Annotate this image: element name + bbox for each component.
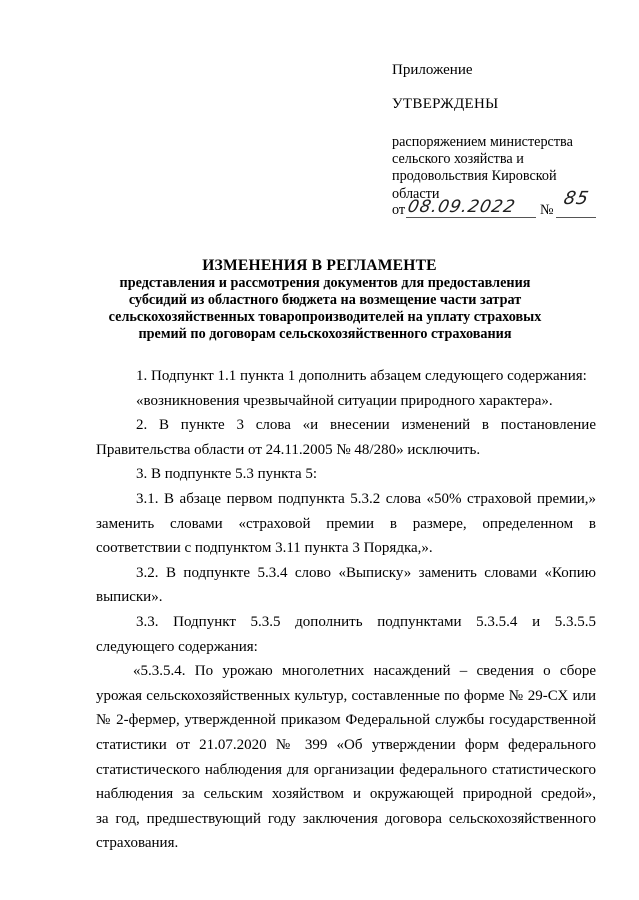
subtitle-line: сельскохозяйственных товаропроизводителей на уплату страховых	[108, 309, 542, 326]
document-body	[96, 364, 596, 856]
paragraph	[136, 364, 596, 389]
paragraph-line: урожая сельскохозяйственных культур, составленные по форме № 29-СХ или	[96, 687, 596, 704]
subtitle-line: субсидий из областного бюджета на возмещение части затрат	[128, 292, 522, 309]
paragraph-line: заменить словами «страховой премии в размере, определенном в	[96, 515, 596, 532]
paragraph	[96, 561, 596, 610]
paragraph-line: страхования.	[96, 835, 179, 852]
paragraph-line: «возникновения чрезвычайной ситуации природного характера».	[136, 392, 553, 409]
handwritten-number: 85	[561, 188, 592, 209]
paragraph	[96, 659, 596, 856]
paragraph	[96, 413, 596, 462]
date-underline	[406, 217, 536, 218]
paragraph-line: 3.2. В подпункте 5.3.4 слово «Выписку» заменить словами «Копию	[136, 564, 596, 581]
paragraph	[96, 610, 596, 659]
subtitle-line: представления и рассмотрения документов для предоставления	[119, 275, 531, 291]
paragraph-line: выписки».	[96, 589, 163, 606]
approved-by-line: области	[392, 185, 440, 202]
appendix-label: Приложение	[392, 62, 473, 78]
paragraph-line: наблюдения за сельским хозяйством и окружающей природной средой»,	[96, 786, 596, 803]
paragraph-line: 1. Подпункт 1.1 пункта 1 дополнить абзацем следующего содержания:	[136, 368, 587, 384]
paragraph-line: за год, предшествующий году заключения договора сельскохозяйственного	[96, 810, 596, 827]
paragraph-line: 2. В пункте 3 слова «и внесении изменений в постановление	[136, 417, 596, 434]
number-prefix: №	[540, 202, 554, 218]
paragraph-line: соответствии с подпунктом 3.11 пункта 3 Порядка,».	[96, 540, 433, 557]
paragraph-line: 3. В подпункте 5.3 пункта 5:	[136, 466, 318, 483]
paragraph	[136, 389, 596, 414]
paragraph-line: статистики от 21.07.2020 № 399 «Об утверждении форм федерального	[96, 736, 596, 753]
document-subtitle	[80, 275, 570, 343]
handwritten-date: 08.09.2022	[405, 197, 518, 217]
document-title: ИЗМЕНЕНИЯ В РЕГЛАМЕНТЕ	[202, 257, 437, 274]
paragraph-line: Правительства области от 24.11.2005 № 48/280» исключить.	[96, 441, 481, 458]
paragraph-line: № 2-фермер, утвержденной приказом Федеральной службы государственной	[96, 712, 596, 729]
approved-by-line: продовольствия Кировской	[392, 168, 557, 185]
paragraph	[96, 487, 596, 561]
paragraph-line: следующего содержания:	[96, 638, 258, 655]
paragraph-line: 3.3. Подпункт 5.3.5 дополнить подпунктами 5.3.5.4 и 5.3.5.5	[136, 613, 596, 630]
approved-by-line: распоряжением министерства	[392, 134, 573, 150]
approved-label: УТВЕРЖДЕНЫ	[392, 96, 499, 112]
date-prefix: от	[392, 202, 406, 218]
number-underline	[556, 217, 596, 218]
approved-by-line: сельского хозяйства и	[392, 151, 524, 168]
paragraph-line: «5.3.5.4. По урожаю многолетних насаждений – сведения о сборе	[133, 663, 596, 680]
paragraph-line: статистического наблюдения для организации федерального статистического	[96, 761, 596, 778]
paragraph	[136, 462, 596, 487]
paragraph-line: 3.1. В абзаце первом подпункта 5.3.2 слова «50% страховой премии,»	[136, 490, 596, 507]
subtitle-line: премий по договорам сельскохозяйственного страхования	[138, 326, 512, 343]
